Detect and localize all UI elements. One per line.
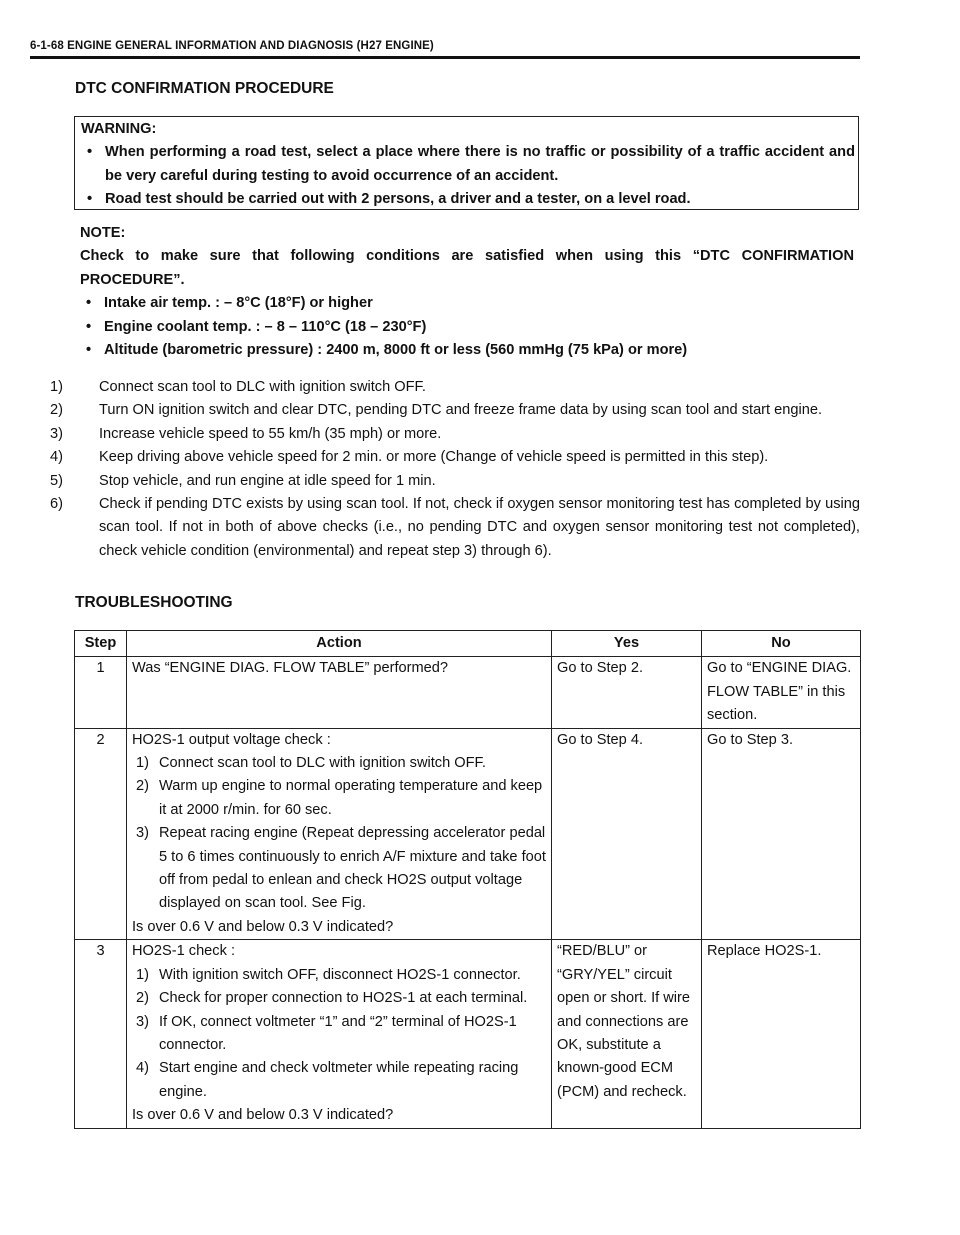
- step-number: 2): [50, 402, 63, 419]
- header-action: Action: [127, 631, 552, 657]
- note-bullet: [80, 339, 854, 362]
- action-intro: Was “ENGINE DIAG. FLOW TABLE” performed?: [132, 660, 448, 677]
- warning-bullet: [81, 141, 855, 188]
- note-label: NOTE:: [80, 225, 126, 241]
- step-text: Keep driving above vehicle speed for 2 min. or more (Change of vehicle speed is permitted in this step).: [99, 449, 769, 466]
- step-number: 6): [50, 496, 63, 513]
- action-substep: [132, 775, 546, 822]
- section-title-dtc-confirmation: DTC CONFIRMATION PROCEDURE: [75, 80, 334, 97]
- step-text: Increase vehicle speed to 55 km/h (35 mph) or more.: [99, 425, 442, 442]
- procedure-step: [50, 446, 860, 469]
- bullet-icon: •: [87, 191, 93, 208]
- procedure-step: [50, 376, 860, 399]
- note-bullet-text: Engine coolant temp. : – 8 – 110°C (18 – 230°F): [104, 318, 427, 335]
- cell-step: 1: [75, 657, 127, 728]
- step-text: Check if pending DTC exists by using scan tool. If not, check if oxygen sensor monitoring test has completed by using scan tool. If not in both of above checks (i.e., no pending DTC and oxygen sensor monitoring test not completed), check vehicle condition (environmental) and repeat step 3) through 6).: [99, 496, 860, 559]
- page-header-title: 6-1-68 ENGINE GENERAL INFORMATION AND DIAGNOSIS (H27 ENGINE): [30, 40, 434, 52]
- cell-action: [127, 657, 552, 728]
- substep-number: 4): [136, 1060, 149, 1077]
- substep-text: Start engine and check voltmeter while repeating racing engine.: [159, 1060, 519, 1100]
- step-number: 5): [50, 472, 63, 489]
- warning-bullet-text: When performing a road test, select a place where there is no traffic or possibility of a traffic accident and be very careful during testing to avoid occurrence of an accident.: [105, 144, 855, 184]
- table-row: [75, 940, 861, 1128]
- procedure-step: [50, 493, 860, 563]
- substep-text: With ignition switch OFF, disconnect HO2S-1 connector.: [159, 966, 521, 983]
- step-number: 4): [50, 449, 63, 466]
- header-rule: [30, 56, 860, 59]
- procedure-step: [50, 423, 860, 446]
- header-yes: Yes: [552, 631, 702, 657]
- troubleshooting-table: [74, 630, 861, 1129]
- substep-number: 3): [136, 1013, 149, 1030]
- action-substep: [132, 752, 546, 775]
- action-substep: [132, 987, 546, 1010]
- warning-label: WARNING:: [81, 121, 157, 137]
- warning-bullet: [81, 188, 855, 211]
- step-text: Stop vehicle, and run engine at idle speed for 1 min.: [99, 472, 436, 489]
- note-bullet-text: Intake air temp. : – 8°C (18°F) or higher: [104, 295, 373, 312]
- bullet-icon: •: [86, 318, 92, 335]
- cell-no: Go to Step 3.: [702, 728, 861, 940]
- header-step: Step: [75, 631, 127, 657]
- bullet-icon: •: [86, 295, 92, 312]
- cell-yes: Go to Step 2.: [552, 657, 702, 728]
- substep-text: Connect scan tool to DLC with ignition switch OFF.: [159, 755, 486, 772]
- substep-number: 2): [136, 778, 149, 795]
- cell-no: Go to “ENGINE DIAG. FLOW TABLE” in this section.: [702, 657, 861, 728]
- substep-text: Check for proper connection to HO2S-1 at each terminal.: [159, 990, 528, 1007]
- substep-text: Warm up engine to normal operating temperature and keep it at 2000 r/min. for 60 sec.: [159, 778, 543, 818]
- cell-no: Replace HO2S-1.: [702, 940, 861, 1128]
- action-substep: [132, 1011, 546, 1058]
- note-bullet-text: Altitude (barometric pressure) : 2400 m, 8000 ft or less (560 mmHg (75 kPa) or more): [104, 342, 688, 359]
- cell-action: [127, 728, 552, 940]
- substep-number: 1): [136, 966, 149, 983]
- procedure-step: [50, 399, 860, 422]
- action-substep: [132, 964, 546, 987]
- action-question: Is over 0.6 V and below 0.3 V indicated?: [132, 1107, 394, 1124]
- cell-action: [127, 940, 552, 1128]
- warning-bullet-text: Road test should be carried out with 2 persons, a driver and a tester, on a level road.: [105, 191, 691, 208]
- cell-yes: Go to Step 4.: [552, 728, 702, 940]
- bullet-icon: •: [86, 342, 92, 359]
- step-text: Turn ON ignition switch and clear DTC, pending DTC and freeze frame data by using scan tool and start engine.: [99, 402, 823, 419]
- warning-box: [74, 116, 859, 210]
- substep-number: 1): [136, 755, 149, 772]
- procedure-step: [50, 470, 860, 493]
- note-block: [80, 222, 854, 362]
- procedure-steps: [50, 376, 860, 563]
- substep-number: 2): [136, 990, 149, 1007]
- action-substep: [132, 822, 546, 916]
- section-title-troubleshooting: TROUBLESHOOTING: [75, 594, 233, 611]
- table-header-row: [75, 631, 861, 657]
- cell-yes: “RED/BLU” or “GRY/YEL” circuit open or short. If wire and connections are OK, substitute a known-good ECM (PCM) and recheck.: [552, 940, 702, 1128]
- note-text: Check to make sure that following conditions are satisfied when using this “DTC CONFIRMATION PROCEDURE”.: [80, 248, 854, 288]
- note-bullet: [80, 292, 854, 315]
- step-number: 1): [50, 379, 63, 395]
- action-substep: [132, 1057, 546, 1104]
- substep-number: 3): [136, 825, 149, 842]
- action-intro: HO2S-1 check :: [132, 943, 236, 960]
- table-row: [75, 728, 861, 940]
- step-text: Connect scan tool to DLC with ignition switch OFF.: [99, 379, 426, 395]
- step-number: 3): [50, 425, 63, 442]
- action-question: Is over 0.6 V and below 0.3 V indicated?: [132, 918, 394, 935]
- substep-text: If OK, connect voltmeter “1” and “2” terminal of HO2S-1 connector.: [159, 1013, 517, 1053]
- table-row: [75, 657, 861, 728]
- cell-step: 2: [75, 728, 127, 940]
- substep-text: Repeat racing engine (Repeat depressing accelerator pedal 5 to 6 times continuously to enrich A/F mixture and take foot off from pedal to enlean and check HO2S output voltage displayed on scan tool. See Fig.: [159, 825, 546, 912]
- cell-step: 3: [75, 940, 127, 1128]
- note-bullet: [80, 316, 854, 339]
- header-no: No: [702, 631, 861, 657]
- action-intro: HO2S-1 output voltage check :: [132, 731, 331, 748]
- bullet-icon: •: [87, 144, 93, 161]
